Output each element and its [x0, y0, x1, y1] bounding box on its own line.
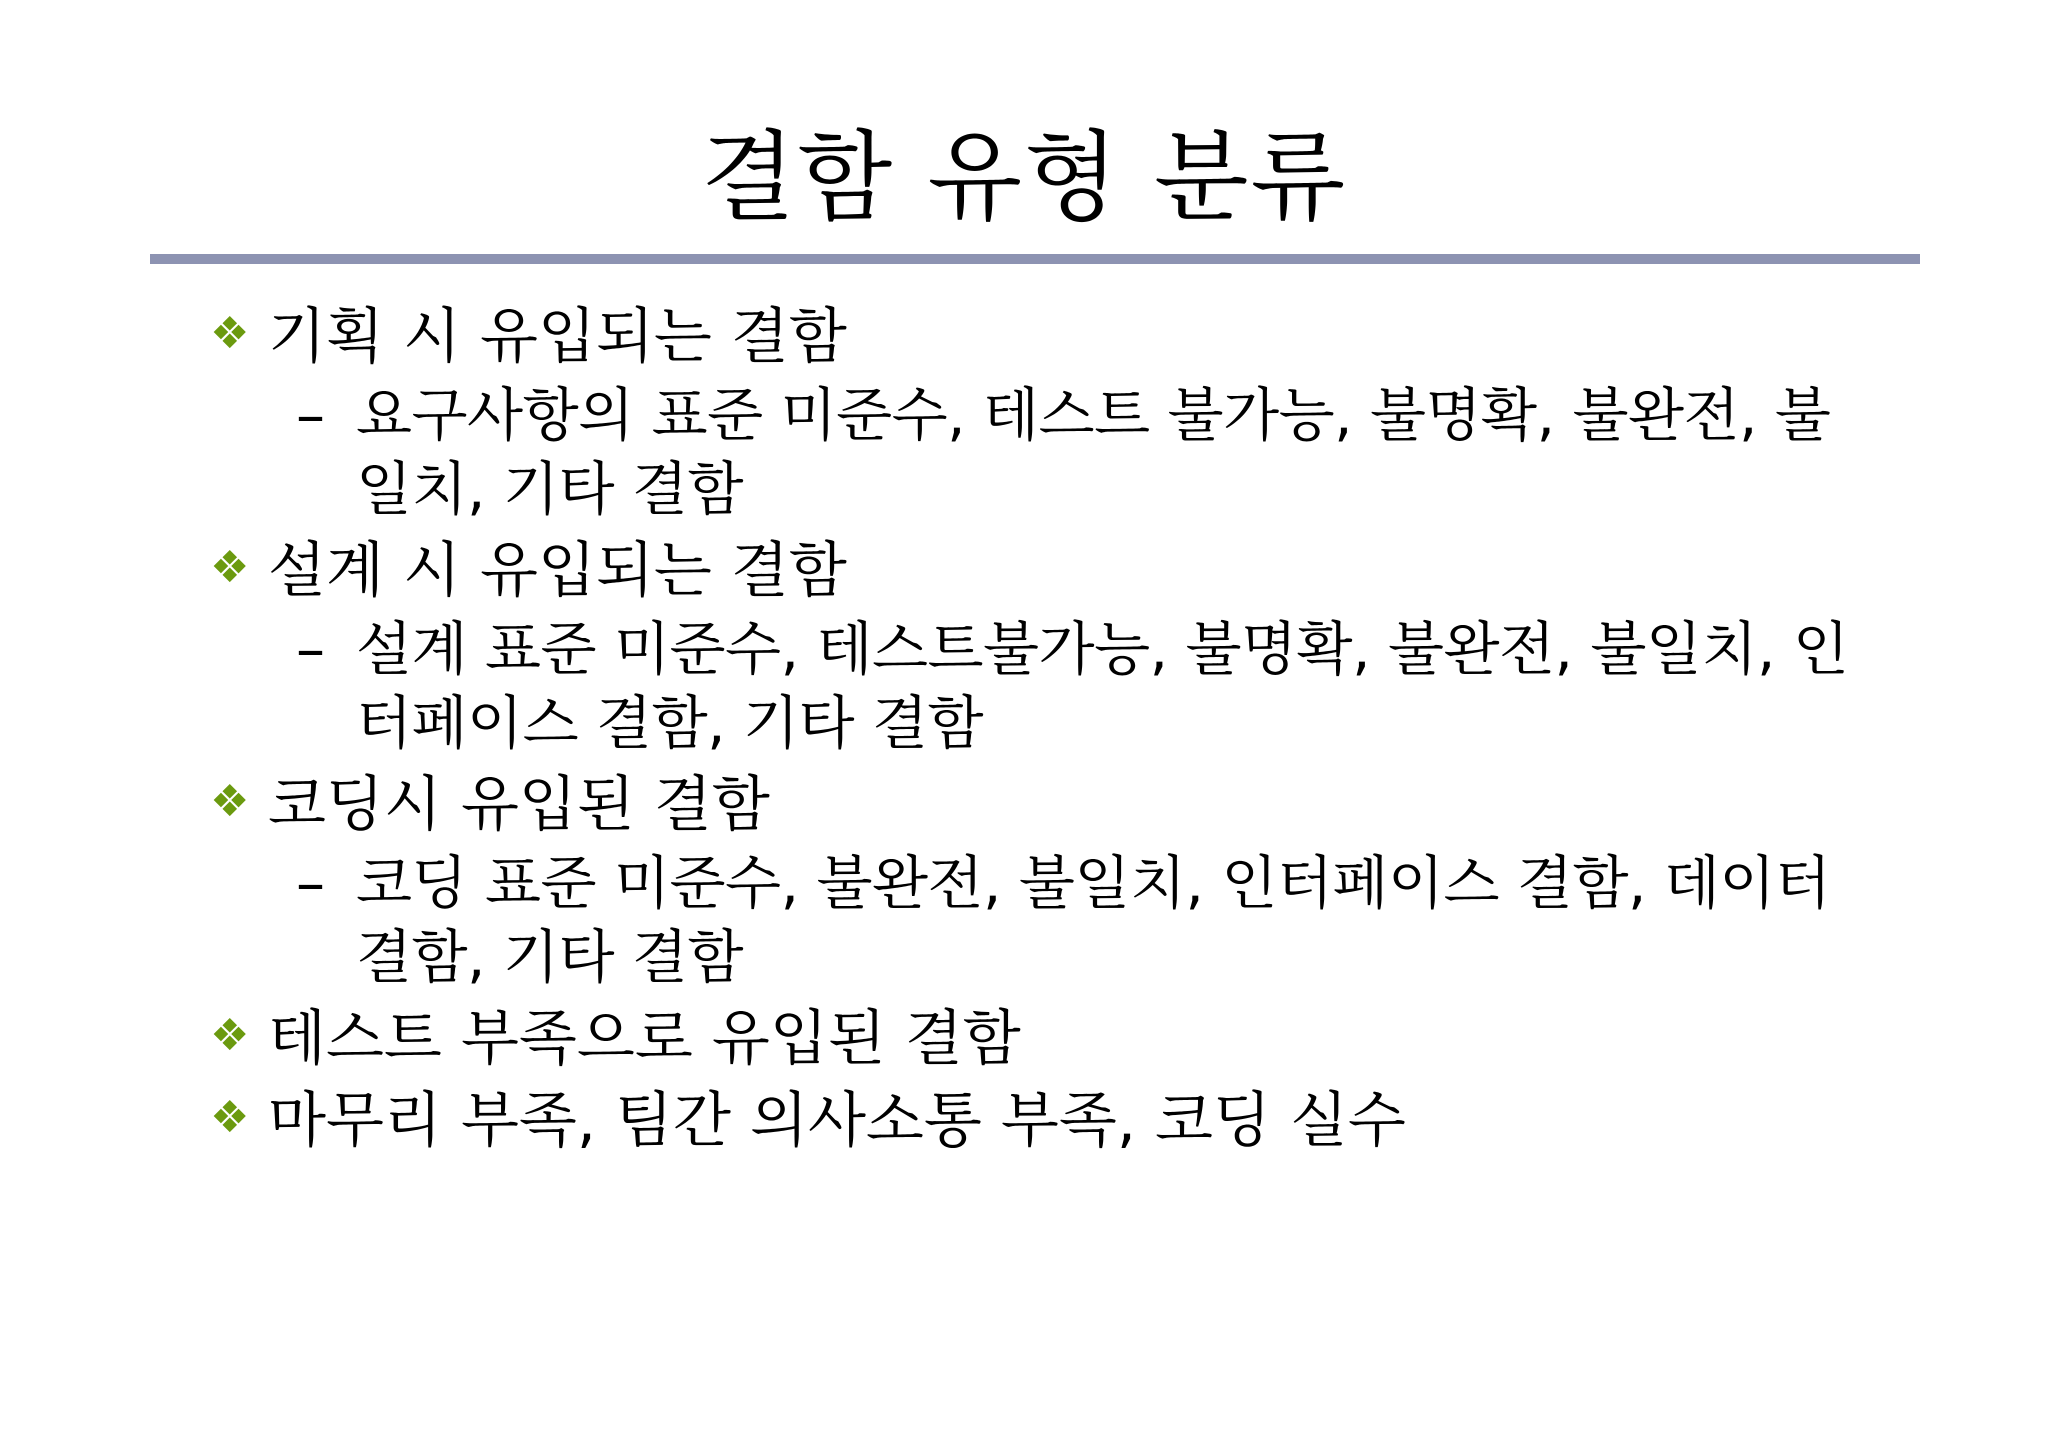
sub-bullet-text: 요구사항의 표준 미준수, 테스트 불가능, 불명확, 불완전, 불일치, 기타 결함 [356, 381, 1831, 523]
bullet-text: 기획 시 유입되는 결함 [268, 302, 847, 372]
title-divider [150, 254, 1920, 264]
diamond-bullet-icon: ❖ [210, 1092, 250, 1143]
sub-bullet-text: 설계 표준 미준수, 테스트불가능, 불명확, 불완전, 불일치, 인터페이스 결함, 기타 결함 [356, 615, 1849, 757]
bullet-item [210, 296, 1900, 526]
diamond-bullet-icon: ❖ [210, 542, 250, 593]
bullet-text: 마무리 부족, 팀간 의사소통 부족, 코딩 실수 [268, 1086, 1406, 1156]
bullet-item [210, 1080, 1900, 1162]
sub-bullet-text: 코딩 표준 미준수, 불완전, 불일치, 인터페이스 결함, 데이터 결함, 기타 결함 [356, 849, 1831, 991]
dash-bullet-icon: – [296, 849, 325, 917]
diamond-bullet-icon: ❖ [210, 776, 250, 827]
bullet-text: 코딩시 유입된 결함 [268, 770, 770, 840]
bullet-item [210, 998, 1900, 1080]
bullet-text: 테스트 부족으로 유입된 결함 [268, 1004, 1021, 1074]
bullet-text: 설계 시 유입되는 결함 [268, 536, 847, 606]
bullet-list [210, 296, 1900, 1162]
diamond-bullet-icon: ❖ [210, 308, 250, 359]
slide-title: 결함 유형 분류 [700, 121, 1348, 235]
bullet-item [210, 530, 1900, 760]
dash-bullet-icon: – [296, 381, 325, 449]
diamond-bullet-icon: ❖ [210, 1010, 250, 1061]
dash-bullet-icon: – [296, 615, 325, 683]
bullet-item [210, 764, 1900, 994]
